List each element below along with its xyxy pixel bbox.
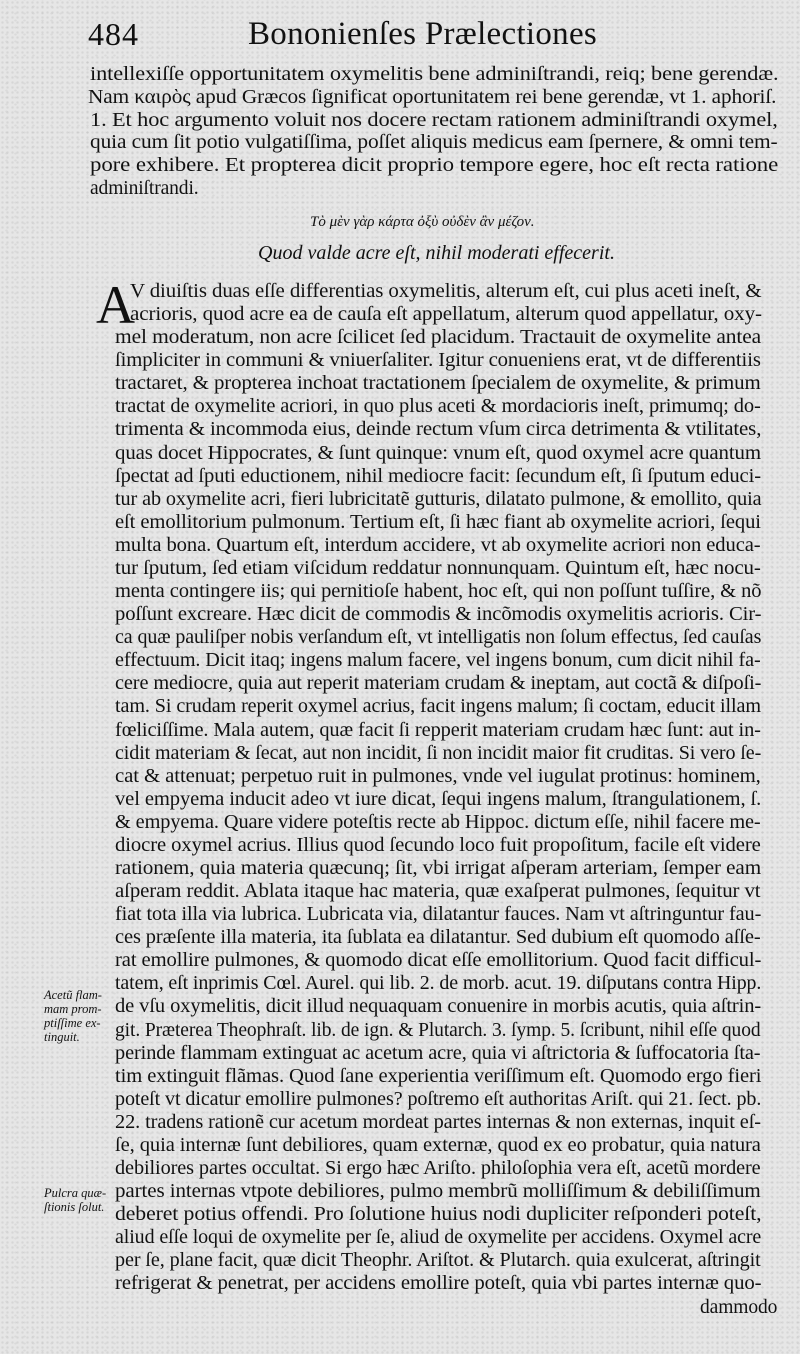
greek-quotation: Τὸ μὲν γὰρ κάρτα ὀξὺ οὐδὲν ἂν μέζον. (310, 214, 535, 230)
body-line: partes internas vtpote debiliores, pulmo membrũ molliſſimum & debiliſſimum (115, 1181, 761, 1203)
body-line: vel empyema inducit adeo vt iure dicat, ſequi ingens malum, ſtrangulationem, ſ. (115, 788, 762, 810)
body-line: poſſunt excreare. Hæc dicit de commodis & incõmodis oxymelitis acrioris. Cir- (115, 604, 762, 626)
body-line: tim extinguit flãmas. Quod ſane experientia veriſſimum eſt. Quomodo ergo fieri (115, 1065, 762, 1087)
body-line: acrioris, quod acre ea de cauſa eſt appellatum, alterum quod appellatur, oxy- (130, 304, 762, 326)
body-line: menta contingere iis; qui pernitioſe habent, hoc eſt, qui non poſſunt tuſſire, & nõ (115, 581, 762, 603)
margin-note-line: mam prom- (44, 1002, 102, 1016)
body-line: cere mediocre, quia aut reperit materiam crudam & ineptam, aut coctã & diſpoſi- (115, 673, 762, 695)
body-line: multa bona. Quartum eſt, interdum accidere, vt ab oxymelite acriori non educa- (115, 534, 761, 556)
margin-note-line: ſtionis ſolut. (44, 1200, 105, 1214)
body-line: de vſu oxymelitis, dicit illud nequaquam conuenire in morbis acutis, quia aſtrin- (115, 996, 762, 1018)
body-line: refrigerat & penetrat, per accidens emollire poteſt, quia vbi partes internæ quo- (115, 1273, 762, 1295)
body-line: tam. Si crudam reperit oxymel acrius, facit ingens malum; ſi coctam, educit illam (115, 696, 761, 718)
body-line: tur ſputum, ſed etiam viſcidum reddatur nonnunquam. Quintum eſt, hæc nocu- (115, 557, 761, 579)
intro-line: Nam καιρὸς apud Græcos ſignificat oportunitatem rei bene gerendæ, vt 1. aphoriſ. (88, 86, 777, 108)
body-line: effectuum. Dicit itaq; ingens malum facere, vel ingens bonum, cum dicit nihil fa- (115, 650, 761, 672)
body-line: tractaret, & propterea inchoat tractationem ſpecialem de oxymelite, & primum (115, 373, 761, 395)
page-number: 484 (88, 16, 139, 52)
body-line: & empyema. Quare videre poteſtis recte ab Hippoc. dictum eſſe, nihil facere me- (115, 811, 761, 833)
intro-line: pore exhibere. Et propterea dicit proprio tempore egere, hoc eſt recta ratione (90, 155, 779, 177)
body-line: mel moderatum, non acre ſcilicet ſed placidum. Tractauit de oxymelite antea (115, 327, 762, 349)
body-line: debiliores partes occultat. Si ergo hæc Ariſto. philoſophia vera eſt, acetũ mordere (115, 1158, 761, 1180)
body-line: rationem, quia materia quæcunq; ſit, vbi irrigat aſperam arteriam, ſemper eam (115, 858, 762, 879)
body-line: fiat tota illa via lubrica. Lubricata via, dilatantur fauces. Nam vt aſtringuntur fau- (115, 904, 762, 926)
body-line: tractat de oxymelite acriori, in quo plus aceti & mordacioris ineſt, primumq; do- (115, 396, 761, 418)
intro-line: quia cum ſit potio vulgatiſſima, poſſet aliquis medicus eam ſpernere, & omni tem- (90, 132, 778, 154)
latin-translation: Quod valde acre eſt, nihil moderati effecerit. (258, 242, 615, 264)
body-line: diocre oxymel acrius. Illius quod ſecundo loco fuit propoſitum, facile eſt videre (115, 834, 761, 856)
margin-note-line: tinguit. (44, 1030, 80, 1044)
body-line: ca quæ pauliſper nobis verſandum eſt, vt intelligatis non ſolum effectus, ſed cauſas (115, 627, 762, 649)
body-line: tatem, eſt inprimis Cœl. Aurel. qui lib. 2. de morb. acut. 19. diſputans contra Hipp. (115, 973, 762, 995)
margin-note-line: Acetũ flam- (44, 988, 102, 1002)
body-line: cat & attenuat; perpetuo ruit in pulmones, vnde vel iugulat protinus: hominem, (115, 765, 761, 787)
body-line: ſimpliciter in communi & vniuerſaliter. Igitur conueniens erat, vt de differentiis (115, 350, 761, 372)
margin-note-line: Pulcra quæ- (44, 1186, 107, 1200)
body-line: fœliciſſime. Mala autem, quæ facit ſi repperit materiam crudam hæc ſunt: aut in- (115, 719, 761, 741)
body-line: trimenta & incommoda eius, deinde rectum vſum circa detrimenta & vtilitates, (115, 419, 762, 441)
body-line: V diuiſtis duas eſſe differentias oxymelitis, alterum eſt, cui plus aceti ineſt, & (130, 281, 762, 302)
running-title: Bononienſes Prælectiones (248, 16, 598, 52)
body-line: quas docet Hippocrates, & ſunt quinque: vnum eſt, quod oxymel acre quantum (115, 442, 761, 464)
body-line: ſpectat ad ſputi eductionem, nihil mediocre facit: ſecundum eſt, ſi ſputum educi- (115, 465, 761, 487)
body-line: ces præſente illa materia, ita ſublata ea dilatantur. Sed dubium eſt quomodo aſſe- (115, 927, 761, 949)
intro-line: intellexiſſe opportunitatem oxymelitis bene adminiſtrandi, reiq; bene gerendæ. (90, 64, 779, 85)
body-line: ſe, quia internæ ſunt debiliores, quam externæ, quod ex eo probatur, quia natura (115, 1134, 761, 1156)
margin-note-line: ptiſſime ex- (44, 1016, 101, 1030)
body-line: git. Præterea Theophraſt. lib. de ign. & Plutarch. 3. ſymp. 5. ſcribunt, nihil eſſe quod (115, 1019, 761, 1041)
intro-line: 1. Et hoc argumento voluit nos docere rectam rationem adminiſtrandi oxymel, (90, 109, 778, 131)
body-line: deberet potius offendi. Pro ſolutione huius nodi dupliciter reſponderi poteſt, (115, 1204, 762, 1226)
body-line: aliud eſſe loqui de oxymelite per ſe, aliud de oxymelite per accidens. Oxymel acre (115, 1227, 762, 1249)
body-line: tur ab oxymelite acri, fieri lubricitatẽ gutturis, dilatato pulmone, & emollito, quia (115, 488, 762, 510)
intro-line: adminiſtrandi. (90, 178, 199, 199)
body-line: poteſt vt dicatur emollire pulmones? poſtremo eſt authoritas Ariſt. qui 21. ſect. pb. (115, 1088, 762, 1110)
body-line: perinde flammam extinguat ac acetum acre, quia vi aſtrictoria & ſuffocatoria ſta- (115, 1042, 761, 1064)
body-line: eſt emollitorium pulmonum. Tertium eſt, ſi hæc fiant ab oxymelite acriori, ſequi (115, 511, 761, 533)
body-line: 22. tradens rationẽ cur acetum mordeat partes internas & non externas, inquit eſ- (115, 1111, 761, 1133)
body-line: rat emollire pulmones, & quomodo dicat eſſe emollitorium. Quod facit difficul- (115, 950, 762, 972)
drop-cap: A (96, 275, 135, 335)
body-line: aſperam reddit. Ablata itaque hac materia, quæ exaſperat pulmones, ſequitur vt (115, 881, 761, 903)
body-line: cidit materiam & ſecat, aut non incidit, ſi non incidit maior fit cruditas. Si vero ſe- (115, 742, 762, 764)
body-line: dammodo (700, 1296, 778, 1318)
body-line: per ſe, plane facit, quæ dicit Theophr. Ariſtot. & Plutarch. quia exulcerat, aſtringit (115, 1250, 761, 1272)
